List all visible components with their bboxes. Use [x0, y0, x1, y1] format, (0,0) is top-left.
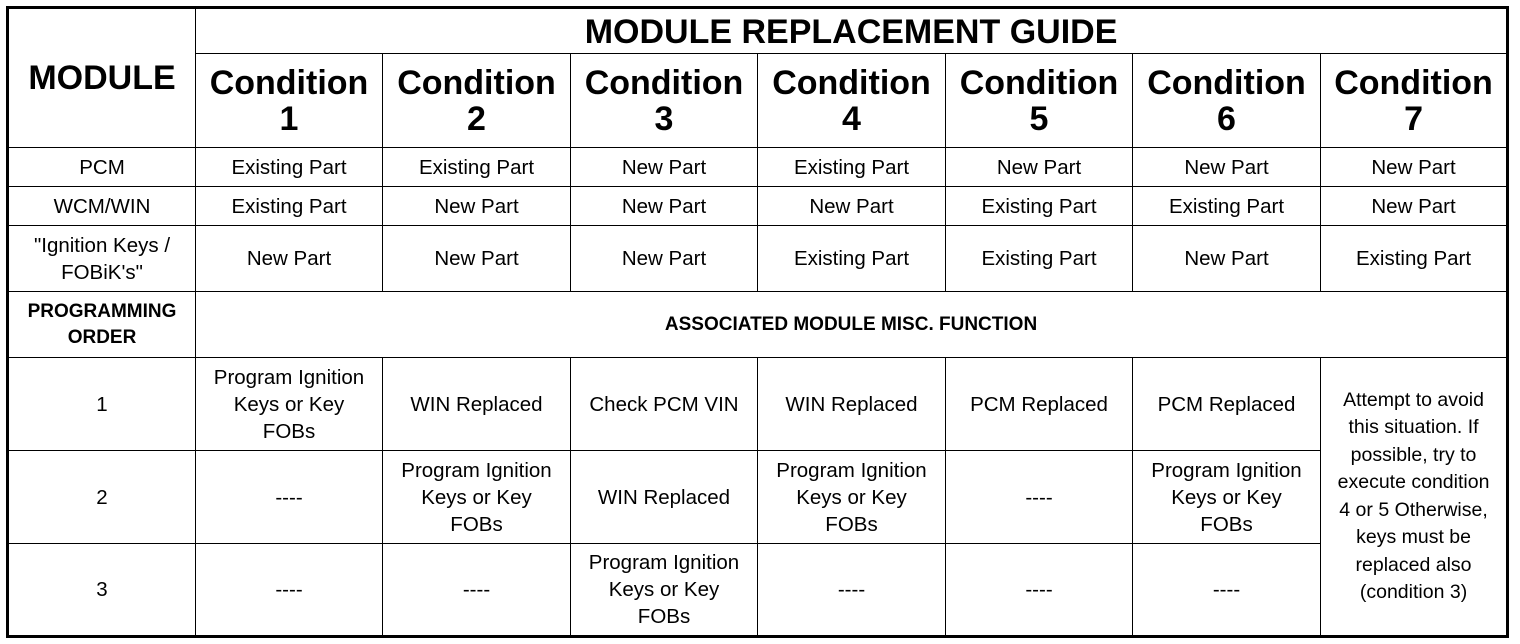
- order-step-line: ----: [1025, 578, 1053, 601]
- order-step-cell: [946, 358, 1133, 451]
- condition-header-6: [1133, 54, 1321, 148]
- order-step-cell: [758, 544, 946, 637]
- order-row-3: [8, 544, 1508, 637]
- condition7-note-line: possible, try to: [1350, 443, 1477, 466]
- condition-header-2: [383, 54, 571, 148]
- module-label: PCM: [8, 148, 196, 187]
- module-row-wcm-win: [8, 187, 1508, 226]
- part-status-cell: New Part: [196, 226, 383, 292]
- condition7-note-line: Attempt to avoid: [1343, 388, 1484, 411]
- order-step-cell: [758, 451, 946, 544]
- order-step-line: PCM Replaced: [970, 392, 1108, 416]
- order-step-line: FOBs: [637, 605, 691, 628]
- order-step-line: Program Ignition: [213, 365, 365, 389]
- module-label: WCM/WIN: [8, 187, 196, 226]
- condition-number: 3: [654, 99, 674, 138]
- order-step-line: WIN Replaced: [410, 392, 543, 416]
- part-status-cell: Existing Part: [946, 226, 1133, 292]
- order-step-line: Keys or Key: [233, 392, 345, 416]
- order-step-line: Program Ignition: [776, 458, 927, 482]
- order-step-cell: [1133, 544, 1321, 637]
- order-step-line: ----: [837, 578, 866, 601]
- order-number: 3: [8, 544, 196, 637]
- order-step-line: Keys or Key: [796, 485, 907, 509]
- order-step-line: FOBs: [825, 512, 878, 536]
- order-step-line: Keys or Key: [1171, 485, 1282, 509]
- condition7-note-line: (condition 3): [1359, 581, 1468, 603]
- order-step-cell: [196, 358, 383, 451]
- order-step-line: ----: [275, 485, 303, 509]
- condition-number: 1: [279, 99, 299, 138]
- condition-header-4: [758, 54, 946, 148]
- order-row-2: [8, 451, 1508, 544]
- part-status-cell: Existing Part: [1133, 187, 1321, 226]
- order-step-line: FOBs: [450, 512, 503, 536]
- condition-number: 5: [1029, 99, 1049, 138]
- condition7-note-line: 4 or 5 Otherwise,: [1339, 498, 1488, 521]
- module-row-ignition-keys: [8, 226, 1508, 292]
- condition-word: Condition: [209, 63, 369, 102]
- order-step-cell: [946, 544, 1133, 637]
- module-label-line1: "Ignition Keys /: [33, 233, 171, 257]
- order-step-line: ----: [462, 578, 491, 601]
- order-step-cell: [571, 358, 758, 451]
- order-step-line: PCM Replaced: [1157, 392, 1296, 416]
- order-step-cell: [571, 544, 758, 637]
- order-step-cell: [758, 358, 946, 451]
- part-status-cell: New Part: [571, 148, 758, 187]
- order-step-cell: [1133, 358, 1321, 451]
- programming-order-label: [8, 292, 196, 358]
- order-step-line: WIN Replaced: [785, 392, 918, 416]
- part-status-cell: New Part: [1321, 148, 1508, 187]
- condition7-note: [1321, 358, 1508, 637]
- order-step-cell: [1133, 451, 1321, 544]
- module-label-line2: FOBiK's": [61, 260, 143, 284]
- programming-order-row: [8, 292, 1508, 358]
- part-status-cell: New Part: [383, 226, 571, 292]
- order-step-line: ----: [1212, 578, 1241, 601]
- title-row: [8, 8, 1508, 54]
- module-header: MODULE: [8, 8, 196, 148]
- order-step-line: FOBs: [1200, 512, 1253, 536]
- order-step-cell: [383, 451, 571, 544]
- order-step-cell: [946, 451, 1133, 544]
- order-number: 1: [8, 358, 196, 451]
- order-number: 2: [8, 451, 196, 544]
- condition-word: Condition: [397, 63, 556, 102]
- part-status-cell: New Part: [1133, 226, 1321, 292]
- condition-word: Condition: [959, 63, 1119, 102]
- condition-header-3: [571, 54, 758, 148]
- part-status-cell: New Part: [571, 226, 758, 292]
- part-status-cell: Existing Part: [946, 187, 1133, 226]
- condition-word: Condition: [1334, 63, 1493, 102]
- part-status-cell: New Part: [946, 148, 1133, 187]
- order-step-cell: [383, 544, 571, 637]
- order-step-line: FOBs: [262, 419, 316, 443]
- order-row-1: [8, 358, 1508, 451]
- part-status-cell: Existing Part: [196, 187, 383, 226]
- part-status-cell: New Part: [1133, 148, 1321, 187]
- part-status-cell: New Part: [571, 187, 758, 226]
- order-step-cell: [571, 451, 758, 544]
- condition7-note-line: keys must be: [1356, 526, 1471, 548]
- condition-number: 2: [467, 99, 486, 138]
- condition-word: Condition: [584, 63, 744, 102]
- condition7-note-line: execute condition: [1337, 471, 1490, 493]
- condition-number: 7: [1404, 99, 1423, 138]
- order-step-cell: [196, 451, 383, 544]
- condition-header-1: [196, 54, 383, 148]
- condition-header-5: [946, 54, 1133, 148]
- order-step-line: Check PCM VIN: [589, 392, 739, 416]
- order-step-cell: [383, 358, 571, 451]
- order-step-line: Program Ignition: [588, 551, 740, 574]
- order-step-line: Program Ignition: [401, 458, 552, 482]
- module-label: [8, 226, 196, 292]
- module-replacement-guide-table: [6, 6, 1509, 638]
- part-status-cell: New Part: [383, 187, 571, 226]
- order-step-line: Program Ignition: [1151, 458, 1302, 482]
- part-status-cell: Existing Part: [758, 148, 946, 187]
- condition-number: 6: [1217, 99, 1236, 138]
- table-title: MODULE REPLACEMENT GUIDE: [196, 8, 1508, 54]
- order-step-line: Keys or Key: [608, 578, 720, 601]
- condition-word: Condition: [1147, 63, 1306, 102]
- part-status-cell: Existing Part: [758, 226, 946, 292]
- order-step-cell: [196, 544, 383, 637]
- order-step-line: ----: [1025, 485, 1053, 509]
- programming-order-line1: PROGRAMMING: [27, 300, 177, 322]
- condition-header-row: [8, 54, 1508, 148]
- part-status-cell: Existing Part: [1321, 226, 1508, 292]
- condition7-note-line: this situation. If: [1348, 416, 1479, 438]
- module-row-pcm: [8, 148, 1508, 187]
- condition7-note-line: replaced also: [1355, 553, 1472, 576]
- condition-number: 4: [842, 99, 861, 138]
- order-step-line: ----: [275, 578, 303, 601]
- condition-word: Condition: [772, 63, 931, 102]
- part-status-cell: New Part: [1321, 187, 1508, 226]
- part-status-cell: New Part: [758, 187, 946, 226]
- misc-function-header: ASSOCIATED MODULE MISC. FUNCTION: [196, 292, 1508, 358]
- part-status-cell: Existing Part: [196, 148, 383, 187]
- order-step-line: Keys or Key: [421, 485, 532, 509]
- part-status-cell: Existing Part: [383, 148, 571, 187]
- condition-header-7: [1321, 54, 1508, 148]
- order-step-line: WIN Replaced: [597, 485, 731, 509]
- programming-order-line2: ORDER: [67, 326, 137, 348]
